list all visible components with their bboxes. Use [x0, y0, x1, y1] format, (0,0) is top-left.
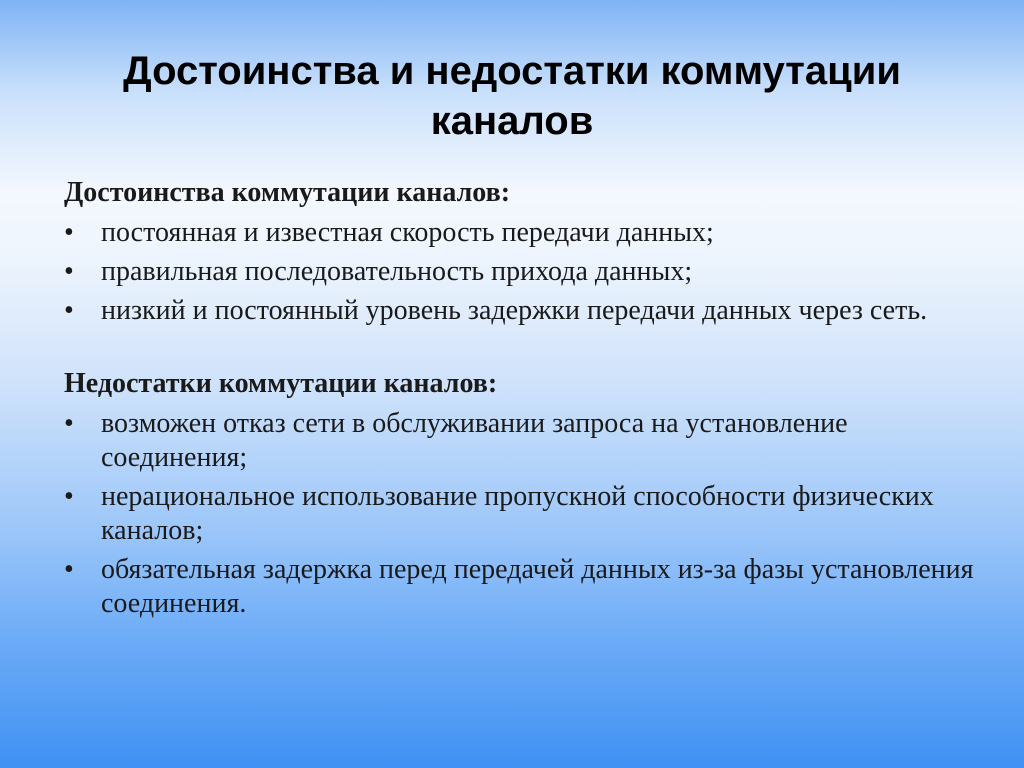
list-item: [64, 480, 984, 548]
bullet-icon: •: [64, 295, 74, 326]
advantages-heading: Достоинства коммутации каналов:: [64, 177, 511, 208]
list-item: [64, 294, 984, 328]
list-item: [64, 407, 984, 475]
slide-content: [64, 176, 984, 626]
bullet-icon: •: [64, 481, 74, 512]
disadvantages-heading: Недостатки коммутации каналов:: [64, 368, 498, 399]
advantages-list: [64, 216, 984, 328]
list-item: [64, 255, 984, 289]
disadvantages-section: [64, 367, 984, 621]
slide-title: Достоинства и недостатки коммутации каналов: [123, 49, 901, 143]
disadvantages-list: [64, 407, 984, 621]
list-item: [64, 216, 984, 250]
advantages-section: [64, 176, 984, 328]
bullet-icon: •: [64, 554, 74, 585]
list-item-text: нерациональное использование пропускной способности физических каналов;: [101, 481, 934, 546]
list-item-text: обязательная задержка перед передачей данных из-за фазы установления соединения.: [101, 554, 974, 619]
list-item-text: низкий и постоянный уровень задержки передачи данных через сеть.: [101, 295, 928, 326]
list-item-text: возможен отказ сети в обслуживании запроса на установление соединения;: [101, 408, 848, 473]
section-spacer: [64, 333, 984, 367]
bullet-icon: •: [64, 256, 74, 287]
bullet-icon: •: [64, 408, 74, 439]
list-item-text: постоянная и известная скорость передачи данных;: [101, 217, 714, 248]
list-item: [64, 553, 984, 621]
list-item-text: правильная последовательность прихода данных;: [101, 256, 693, 287]
bullet-icon: •: [64, 217, 74, 248]
